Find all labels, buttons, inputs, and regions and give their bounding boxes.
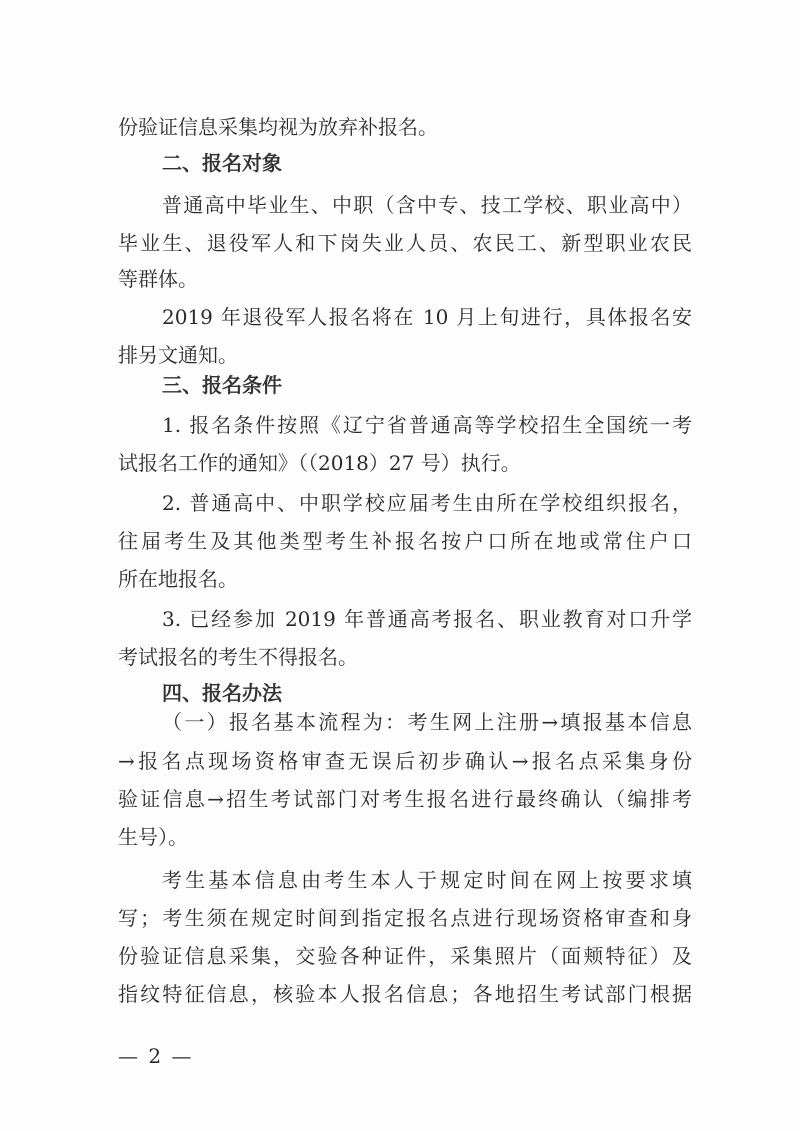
text-line: 考生基本信息由考生本人于规定时间在网上按要求填: [162, 868, 692, 892]
text-line: 普通高中毕业生、中职（含中专、技工学校、职业高中）: [162, 193, 692, 217]
text-line: 写；考生须在规定时间到指定报名点进行现场资格审查和身: [118, 906, 692, 930]
text-line: 考试报名的考生不得报名。: [118, 645, 358, 669]
section-heading: 三、报名条件: [162, 373, 282, 397]
text-line: 2. 普通高中、中职学校应届考生由所在学校组织报名，: [162, 491, 692, 515]
text-line: 生号）。: [118, 825, 188, 849]
text-line: 份验证信息采集，交验各种证件，采集照片（面颊特征）及: [118, 944, 692, 968]
text-line: 3. 已经参加 2019 年普通高考报名、职业教育对口升学: [162, 607, 692, 631]
text-line: 2019 年退役军人报名将在 10 月上旬进行，具体报名安: [162, 305, 692, 329]
text-line: 往届考生及其他类型考生补报名按户口所在地或常住户口: [118, 529, 692, 553]
text-line: 验证信息→招生考试部门对考生报名进行最终确认（编排考: [118, 787, 692, 811]
page-number: — 2 —: [118, 1044, 194, 1068]
text-line: 试报名工作的通知》（（2018）27 号）执行。: [118, 451, 521, 475]
text-line: →报名点现场资格审查无误后初步确认→报名点采集身份: [118, 749, 692, 773]
text-line: 毕业生、退役军人和下岗失业人员、农民工、新型职业农民: [118, 231, 692, 255]
text-line: 所在地报名。: [118, 567, 238, 591]
section-heading: 二、报名对象: [162, 151, 282, 175]
text-line: 1. 报名条件按照《辽宁省普通高等学校招生全国统一考: [162, 413, 692, 437]
section-heading: 四、报名办法: [162, 681, 282, 705]
text-line: （一）报名基本流程为：考生网上注册→填报基本信息: [162, 710, 692, 734]
text-line: 指纹特征信息，核验本人报名信息；各地招生考试部门根据: [118, 982, 692, 1006]
text-line: 等群体。: [118, 267, 198, 291]
text-line: 份验证信息采集均视为放弃补报名。: [118, 115, 438, 139]
text-line: 排另文通知。: [118, 343, 238, 367]
